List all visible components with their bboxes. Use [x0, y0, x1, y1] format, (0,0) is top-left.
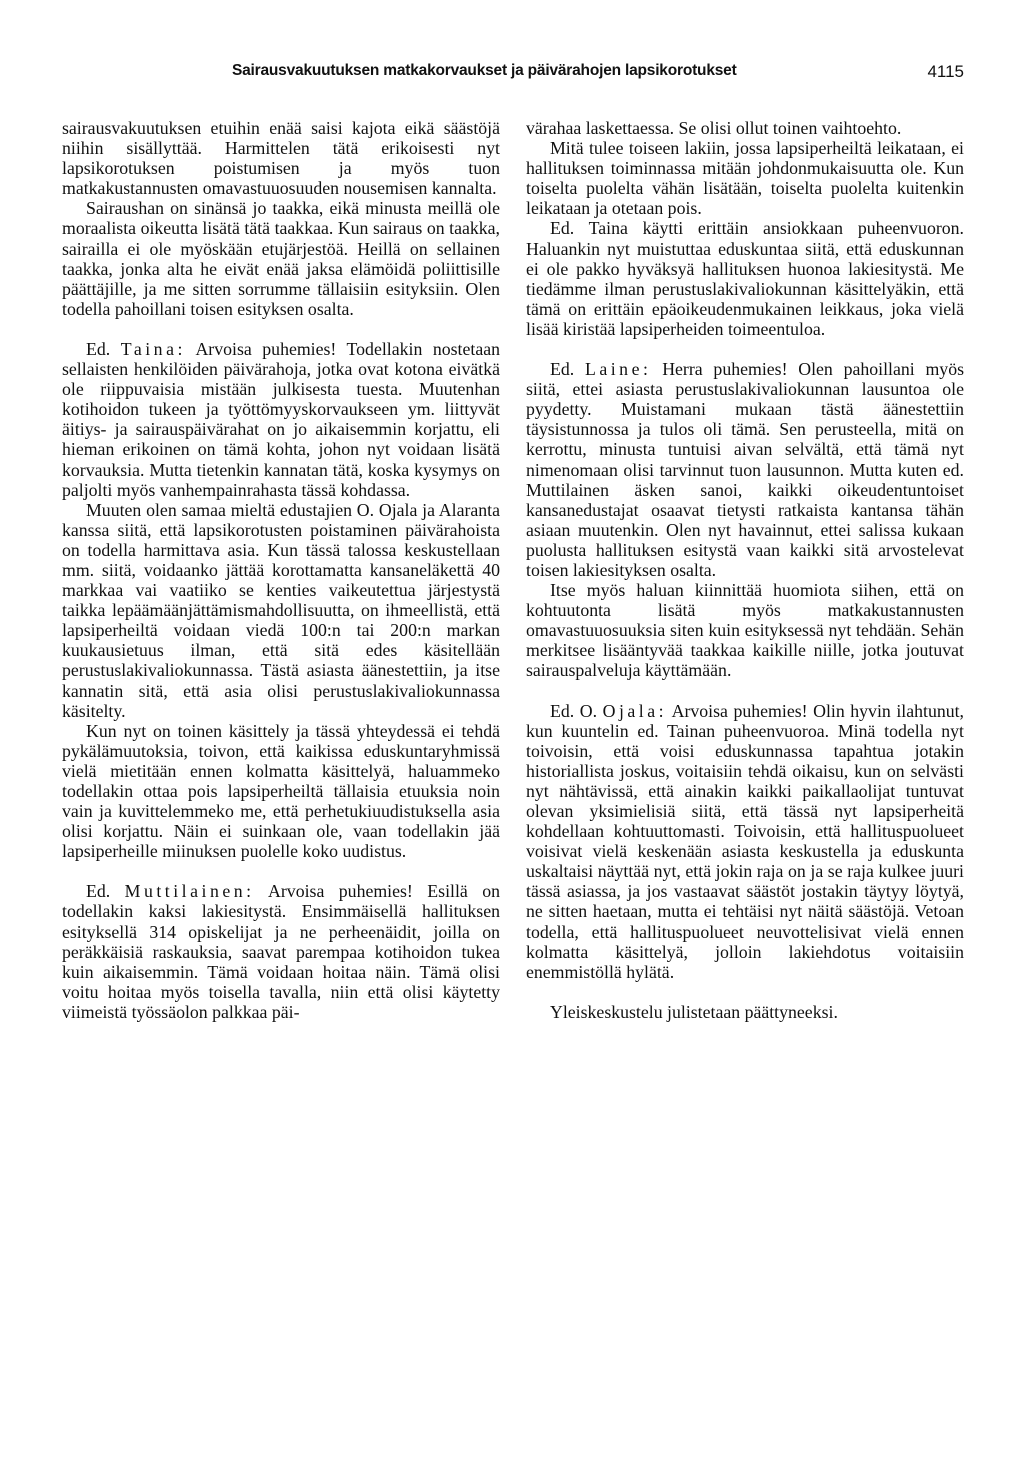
paragraph: Kun nyt on toinen käsittely ja tässä yhteydessä ei tehdä pykälämuutoksia, toivon, että kaikissa eduskuntaryhmissä vielä mietitään ennen kolmatta käsittelyä, haluammeko todellakin ottaa pois lapsiperheiltä tällaisia etuuksia noin vain ja kuvittelemmeko me, että perhetukiuudistuksella asia olisi korjattu. Näin ei suinkaan ole, vaan todellakin jää lapsiperheille miinuksen puolelle koko uudistus. — [62, 720, 500, 862]
running-head-title: Sairausvakuutuksen matkakorvaukset ja päivärahojen lapsikorotukset — [232, 62, 737, 79]
speech-taina — [62, 339, 500, 500]
speech-text: Arvoisa puhemies! Esillä on todellakin kaksi lakiesitystä. Ensimmäisellä hallituksen esityksellä 314 opiskelijat ja ne perheenäidit, joilla on peräkkäisiä raskauksia, saavat parempaa kotihoidon tukea kuin aikaisemmin. Tämä voidaan hoitaa näin. Tämä olisi voitu hoitaa myös toisella tavalla, niin että olisi käytetty viimeistä työssäolon palkkaa päi- — [62, 881, 501, 1022]
left-column — [62, 118, 500, 1022]
speaker-name: Ojala: — [602, 700, 668, 721]
speech-text: Arvoisa puhemies! Todellakin nostetaan sellaisten henkilöiden päivärahoja, jotka ovat kotona eivätkä ole riippuvaisia mistään julkisesta tuesta. Muutenhan kotihoidon tukeen ja työttömyyskorvaukseen ym. liittyvät äitiys- ja sairauspäivärahat on jo aikaisemmin korjattu, eli hieman erikoinen on tämä kohta, johon nyt voidaan lisätä korvauksia. Mutta tietenkin kannatan tätä, koska kysymys on paljolti myös vanhempainrahasta tässä kohdassa. — [62, 338, 500, 500]
speaker-prefix: Ed. — [86, 881, 111, 902]
speaker-prefix: Ed. O. — [550, 700, 598, 721]
speech-muttilainen — [62, 881, 500, 1022]
paragraph: Mitä tulee toiseen lakiin, jossa lapsiperheiltä leikataan, ei hallituksen toiminnassa mitään johdonmukaisuutta ole. Kun toiselta puolelta vähän lisätään, toiselta puolelta kuitenkin leikataan ja otetaan pois. — [526, 138, 964, 219]
paragraph: Itse myös haluan kiinnittää huomiota siihen, että on kohtuutonta lisätä myös matkakustannusten omavastuuosuuksia siten kuin esityksessä nyt tehdään. Sehän merkitsee lisääntyvää taakkaa kaikille niille, jotka joutuvat sairauspalveluja käyttämään. — [526, 580, 964, 681]
speaker-prefix: Ed. — [550, 359, 575, 380]
page-number: 4115 — [927, 62, 964, 81]
paragraph: Ed. Taina käytti erittäin ansiokkaan puheenvuoron. Haluankin nyt muistuttaa eduskuntaa siitä, että eduskunnan ei ole pakko hyväksyä hallituksen huonoa lakiesitystä. Me tiedämme ilman perustuslakivaliokunnan käsittelyäkin, että tämä on erittäin epäoikeudenmukainen leikkaus, joka vielä lisää kiristää lapsiperheiden toimeentuloa. — [526, 218, 964, 339]
right-column — [526, 118, 964, 1022]
paragraph: Muuten olen samaa mieltä edustajien O. Ojala ja Alaranta kanssa siitä, että lapsikorotusten poistaminen päivärahoista on todella harmittava asia. Kun tässä talossa keskustellaan mm. siitä, voidaanko jättää korottamatta kansaneläkettä 40 markkaa vai vaatiiko se kenties vaikeutettua järjestystä taikka lepäämäänjättämismahdollisuutta, on ihmeellistä, että lapsiperheiltä voidaan viedä 100:n tai 200:n markan kuukausietuus ilman, että sitä edes käsitellään perustuslakivaliokunnassa. Tästä asiasta äänestettiin, ja itse kannatin sitä, että asia olisi perustuslakivaliokunnassa käsitelty. — [62, 499, 500, 721]
speaker-name: Muttilainen: — [124, 881, 255, 902]
paragraph: värahaa laskettaessa. Se olisi ollut toinen vaihtoehto. — [526, 118, 902, 138]
speaker-name: Laine: — [584, 359, 652, 380]
page-header — [62, 62, 964, 86]
speech-laine — [526, 359, 964, 580]
speech-ojala — [526, 701, 964, 982]
speech-text: Herra puhemies! Olen pahoillani myös siitä, ettei asiasta perustuslakivaliokunnan lausuntoa ole pyydetty. Muistamani mukaan tästä äänestettiin täysistunnossa ja tulos oli tämä. Sen perusteella, mitä on kerrottu, minusta tuntuisi aivan selvältä, että tämä nyt nimenomaan olisi tarvinnut tuon lausunnon. Mutta kuten ed. Muttilainen äsken sanoi, kaikki oikeudentuntoiset kansanedustajat osaavat tietysti ratkaista kantansa tähän asiaan muutenkin. Olen nyt havainnut, ettei salissa kukaan puolusta hallituksen esitystä vaan kaikki sitä arvostelevat toisen lakiesityksen osalta. — [526, 359, 965, 580]
speaker-prefix: Ed. — [86, 338, 111, 359]
paragraph: Sairaushan on sinänsä jo taakka, eikä minusta meillä ole moraalista oikeutta lisätä tätä taakkaa. Kun sairaus on taakka, sairailla ei ole myöskään etujärjestöä. Heillä on sellainen taakka, jonka alta he eivät enää jaksa elämöidä poliittisille päättäjille, ja me sitten sorrumme tällaisiin esityksiin. Olen todella pahoillani toisen esityksen osalta. — [62, 198, 500, 319]
closing-statement: Yleiskeskustelu julistetaan päättyneeksi. — [550, 1001, 838, 1022]
speaker-name: Taina: — [120, 338, 186, 359]
paragraph: sairausvakuutuksen etuihin enää saisi kajota eikä säästöjä niihin sisällyttää. Harmittelen tätä erikoisesti nyt lapsikorotuksen poistumisen ja myös tuon matkakustannusten omavastuuosuuden nousemisen kannalta. — [62, 118, 500, 199]
speech-text: Arvoisa puhemies! Olin hyvin ilahtunut, kun kuuntelin ed. Tainan puheenvuoroa. Minä todella nyt toivoisin, että voisi eduskunnassa tapahtua jotakin historiallista joskus, voitaisiin tehdä oikaisu, kun on selvästi nyt nähtävissä, että ainakin kaikki paikallaolijat tuntuvat olevan yksimielisiä siitä, että tässä nyt lapsiperheitä kohdellaan kohtuuttomasti. Toivoisin, että hallituspuolueet voisivat vielä keskenään asiasta keskustella ja eduskunta uskaltaisi näyttää nyt, että jokin raja on ja se raja kulkee juuri tässä asiassa, ja jos vastaavat säästöt jostakin täytyy löytyä, ne sitten haetaan, mutta ei tehtäisi nyt näitä säästöjä. Vetoan todella, että hallituspuolueet neuvottelisivat vielä ennen kolmatta käsittelyä, jolloin lakiehdotus voitaisiin enemmistöllä hylätä. — [526, 700, 964, 982]
